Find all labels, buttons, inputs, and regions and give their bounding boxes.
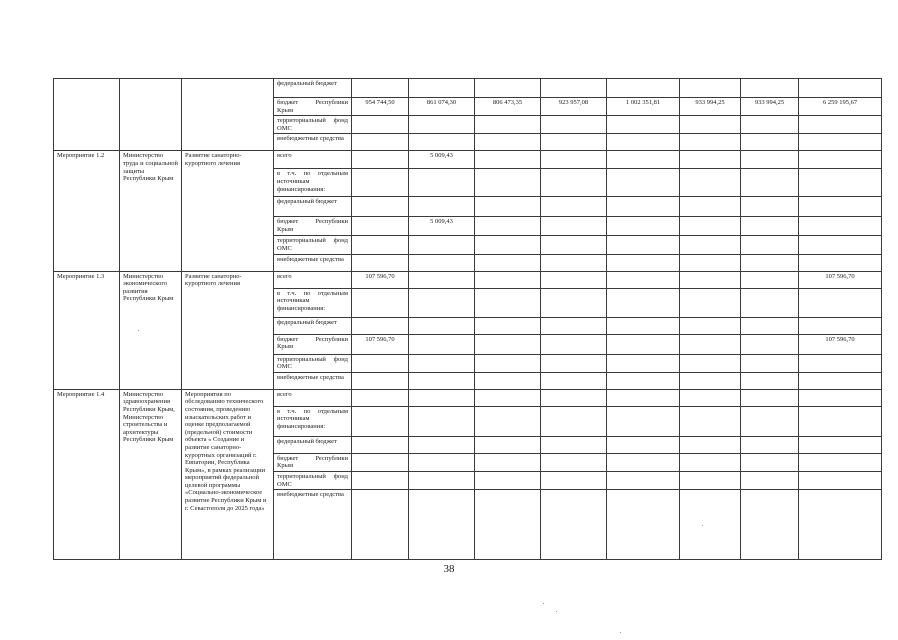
empty-cell <box>680 134 741 151</box>
value-cell <box>741 151 799 169</box>
empty-cell <box>799 372 882 389</box>
value-cell <box>799 151 882 169</box>
empty-cell <box>352 406 409 436</box>
source-cell: территориальный фонд ОМС <box>274 236 352 254</box>
empty-cell <box>741 372 799 389</box>
empty-cell <box>607 389 680 406</box>
empty-cell <box>799 288 882 317</box>
measure-name-cell <box>182 79 274 151</box>
empty-cell <box>741 471 799 489</box>
empty-cell <box>409 453 475 471</box>
empty-cell <box>475 236 541 254</box>
empty-cell <box>541 236 607 254</box>
source-cell: всего <box>274 389 352 406</box>
empty-cell <box>799 436 882 453</box>
scan-speck <box>702 525 703 526</box>
source-cell: внебюджетные средства <box>274 490 352 560</box>
empty-cell <box>409 79 475 98</box>
empty-cell <box>541 406 607 436</box>
empty-cell <box>680 254 741 271</box>
empty-cell <box>607 79 680 98</box>
empty-cell <box>352 197 409 217</box>
measure-cell: Мероприятие 1.4 <box>54 389 120 559</box>
empty-cell <box>409 169 475 197</box>
value-cell <box>741 334 799 354</box>
empty-cell <box>680 389 741 406</box>
empty-cell <box>680 169 741 197</box>
empty-cell <box>352 453 409 471</box>
empty-cell <box>607 453 680 471</box>
value-cell: 923 957,08 <box>541 98 607 116</box>
empty-cell <box>741 490 799 560</box>
empty-cell <box>475 471 541 489</box>
empty-cell <box>409 354 475 372</box>
value-cell <box>541 217 607 236</box>
empty-cell <box>541 372 607 389</box>
value-cell: 861 074,30 <box>409 98 475 116</box>
empty-cell <box>541 288 607 317</box>
empty-cell <box>799 490 882 560</box>
value-cell: 5 009,43 <box>409 151 475 169</box>
empty-cell <box>680 288 741 317</box>
empty-cell <box>352 354 409 372</box>
empty-cell <box>607 436 680 453</box>
empty-cell <box>352 471 409 489</box>
empty-cell <box>680 453 741 471</box>
empty-cell <box>799 354 882 372</box>
empty-cell <box>352 79 409 98</box>
value-cell <box>607 217 680 236</box>
value-cell <box>799 217 882 236</box>
empty-cell <box>409 116 475 134</box>
value-cell: 933 994,25 <box>741 98 799 116</box>
value-cell <box>680 271 741 288</box>
empty-cell <box>741 354 799 372</box>
empty-cell <box>475 197 541 217</box>
source-cell: территориальный фонд ОМС <box>274 116 352 134</box>
empty-cell <box>799 254 882 271</box>
source-cell: в т.ч. по отдельным источникам финансирования: <box>274 406 352 436</box>
empty-cell <box>680 236 741 254</box>
value-cell <box>409 334 475 354</box>
empty-cell <box>409 490 475 560</box>
value-cell: 806 473,35 <box>475 98 541 116</box>
empty-cell <box>409 134 475 151</box>
scan-speck <box>556 611 557 612</box>
empty-cell <box>352 169 409 197</box>
value-cell <box>475 217 541 236</box>
empty-cell <box>352 317 409 334</box>
empty-cell <box>541 436 607 453</box>
source-cell: в т.ч. по отдельным источникам финансирования: <box>274 288 352 317</box>
empty-cell <box>475 406 541 436</box>
empty-cell <box>799 169 882 197</box>
empty-cell <box>799 389 882 406</box>
empty-cell <box>475 134 541 151</box>
empty-cell <box>607 490 680 560</box>
empty-cell <box>475 372 541 389</box>
empty-cell <box>475 169 541 197</box>
value-cell <box>541 334 607 354</box>
empty-cell <box>607 372 680 389</box>
empty-cell <box>541 354 607 372</box>
value-cell <box>741 217 799 236</box>
empty-cell <box>799 134 882 151</box>
empty-cell <box>741 389 799 406</box>
financing-table <box>53 78 882 560</box>
value-cell <box>541 271 607 288</box>
empty-cell <box>741 197 799 217</box>
measure-name-cell: Развитие санаторно-курортного лечения <box>182 271 274 389</box>
empty-cell <box>541 197 607 217</box>
value-cell <box>541 151 607 169</box>
empty-cell <box>352 288 409 317</box>
measure-name-cell: Мероприятия по обследованию технического состояния, проведению изыскательских работ и оценке предполагаемой (предельной) стоимости объекта « Создание и развитие санаторно-курортных организаций г. Евпатории, Республика Крым», в рамках реализации мероприятий федеральной целевой программы «Социально-экономическое развитие Республики Крым и г. Севастополя до 2025 года» <box>182 389 274 559</box>
empty-cell <box>680 317 741 334</box>
empty-cell <box>741 79 799 98</box>
empty-cell <box>741 116 799 134</box>
empty-cell <box>741 406 799 436</box>
empty-cell <box>475 389 541 406</box>
empty-cell <box>607 406 680 436</box>
measure-cell <box>54 79 120 151</box>
value-cell: 6 259 195,67 <box>799 98 882 116</box>
empty-cell <box>680 116 741 134</box>
source-cell: всего <box>274 271 352 288</box>
empty-cell <box>475 116 541 134</box>
empty-cell <box>741 288 799 317</box>
empty-cell <box>741 436 799 453</box>
empty-cell <box>352 254 409 271</box>
table-row <box>54 79 882 98</box>
empty-cell <box>541 116 607 134</box>
empty-cell <box>409 436 475 453</box>
source-cell: бюджет Республики Крым <box>274 334 352 354</box>
empty-cell <box>741 453 799 471</box>
measure-cell: Мероприятие 1.3 <box>54 271 120 389</box>
source-cell: внебюджетные средства <box>274 254 352 271</box>
empty-cell <box>607 134 680 151</box>
scan-speck <box>543 603 544 604</box>
value-cell: 107 596,70 <box>799 271 882 288</box>
page-number: 38 <box>443 563 455 575</box>
executor-cell <box>120 79 182 151</box>
empty-cell <box>680 354 741 372</box>
value-cell: 954 744,50 <box>352 98 409 116</box>
empty-cell <box>409 197 475 217</box>
value-cell: 107 596,70 <box>352 334 409 354</box>
empty-cell <box>541 254 607 271</box>
source-cell: территориальный фонд ОМС <box>274 354 352 372</box>
value-cell <box>475 271 541 288</box>
empty-cell <box>352 372 409 389</box>
value-cell: 107 596,70 <box>799 334 882 354</box>
value-cell <box>680 217 741 236</box>
empty-cell <box>475 490 541 560</box>
empty-cell <box>607 471 680 489</box>
value-cell <box>352 151 409 169</box>
empty-cell <box>607 254 680 271</box>
empty-cell <box>741 134 799 151</box>
empty-cell <box>409 317 475 334</box>
empty-cell <box>680 79 741 98</box>
empty-cell <box>475 317 541 334</box>
executor-cell: Министерство здравоохранения Республики Крым, Министерство строительства и архитектуры Республики Крым <box>120 389 182 559</box>
empty-cell <box>475 453 541 471</box>
empty-cell <box>409 471 475 489</box>
empty-cell <box>409 372 475 389</box>
table-row <box>54 389 882 406</box>
empty-cell <box>475 79 541 98</box>
empty-cell <box>541 134 607 151</box>
empty-cell <box>475 254 541 271</box>
empty-cell <box>799 236 882 254</box>
table-row <box>54 151 882 169</box>
measure-name-cell: Развитие санаторно-курортного лечения <box>182 151 274 271</box>
value-cell <box>409 271 475 288</box>
value-cell: 107 596,70 <box>352 271 409 288</box>
empty-cell <box>741 254 799 271</box>
empty-cell <box>680 436 741 453</box>
source-cell: федеральный бюджет <box>274 317 352 334</box>
empty-cell <box>352 134 409 151</box>
source-cell: бюджет Республики Крым <box>274 217 352 236</box>
scan-speck <box>138 330 139 331</box>
source-cell: внебюджетные средства <box>274 134 352 151</box>
value-cell <box>607 334 680 354</box>
value-cell: 1 002 351,81 <box>607 98 680 116</box>
empty-cell <box>741 169 799 197</box>
empty-cell <box>475 354 541 372</box>
empty-cell <box>352 236 409 254</box>
empty-cell <box>799 453 882 471</box>
value-cell: 5 009,43 <box>409 217 475 236</box>
value-cell <box>680 334 741 354</box>
empty-cell <box>541 389 607 406</box>
empty-cell <box>799 79 882 98</box>
empty-cell <box>541 490 607 560</box>
empty-cell <box>607 288 680 317</box>
measure-cell: Мероприятие 1.2 <box>54 151 120 271</box>
empty-cell <box>409 254 475 271</box>
empty-cell <box>607 169 680 197</box>
source-cell: федеральный бюджет <box>274 79 352 98</box>
value-cell <box>741 271 799 288</box>
value-cell <box>607 271 680 288</box>
executor-cell: Министерство экономического развития Республики Крым <box>120 271 182 389</box>
empty-cell <box>680 471 741 489</box>
empty-cell <box>541 453 607 471</box>
source-cell: в т.ч. по отдельным источникам финансирования: <box>274 169 352 197</box>
value-cell <box>607 151 680 169</box>
empty-cell <box>799 116 882 134</box>
empty-cell <box>409 406 475 436</box>
source-cell: федеральный бюджет <box>274 197 352 217</box>
empty-cell <box>352 490 409 560</box>
source-cell: всего <box>274 151 352 169</box>
table-row <box>54 271 882 288</box>
empty-cell <box>352 116 409 134</box>
value-cell <box>680 151 741 169</box>
value-cell <box>475 151 541 169</box>
source-cell: внебюджетные средства <box>274 372 352 389</box>
scan-speck <box>620 632 621 633</box>
empty-cell <box>409 389 475 406</box>
source-cell: бюджет Республики Крым <box>274 98 352 116</box>
source-cell: бюджет Республики Крым <box>274 453 352 471</box>
empty-cell <box>475 288 541 317</box>
empty-cell <box>799 406 882 436</box>
empty-cell <box>541 169 607 197</box>
empty-cell <box>607 354 680 372</box>
empty-cell <box>541 471 607 489</box>
empty-cell <box>680 197 741 217</box>
empty-cell <box>409 288 475 317</box>
empty-cell <box>799 317 882 334</box>
source-cell: федеральный бюджет <box>274 436 352 453</box>
empty-cell <box>541 317 607 334</box>
empty-cell <box>352 389 409 406</box>
empty-cell <box>352 436 409 453</box>
empty-cell <box>607 197 680 217</box>
empty-cell <box>607 236 680 254</box>
empty-cell <box>680 490 741 560</box>
empty-cell <box>475 436 541 453</box>
empty-cell <box>741 236 799 254</box>
empty-cell <box>680 372 741 389</box>
empty-cell <box>541 79 607 98</box>
executor-cell: Министерство труда и социальной защиты Республики Крым <box>120 151 182 271</box>
value-cell: 933 994,25 <box>680 98 741 116</box>
empty-cell <box>799 471 882 489</box>
empty-cell <box>799 197 882 217</box>
empty-cell <box>607 116 680 134</box>
empty-cell <box>741 317 799 334</box>
value-cell <box>475 334 541 354</box>
value-cell <box>352 217 409 236</box>
empty-cell <box>409 236 475 254</box>
empty-cell <box>607 317 680 334</box>
source-cell: территориальный фонд ОМС <box>274 471 352 489</box>
empty-cell <box>680 406 741 436</box>
